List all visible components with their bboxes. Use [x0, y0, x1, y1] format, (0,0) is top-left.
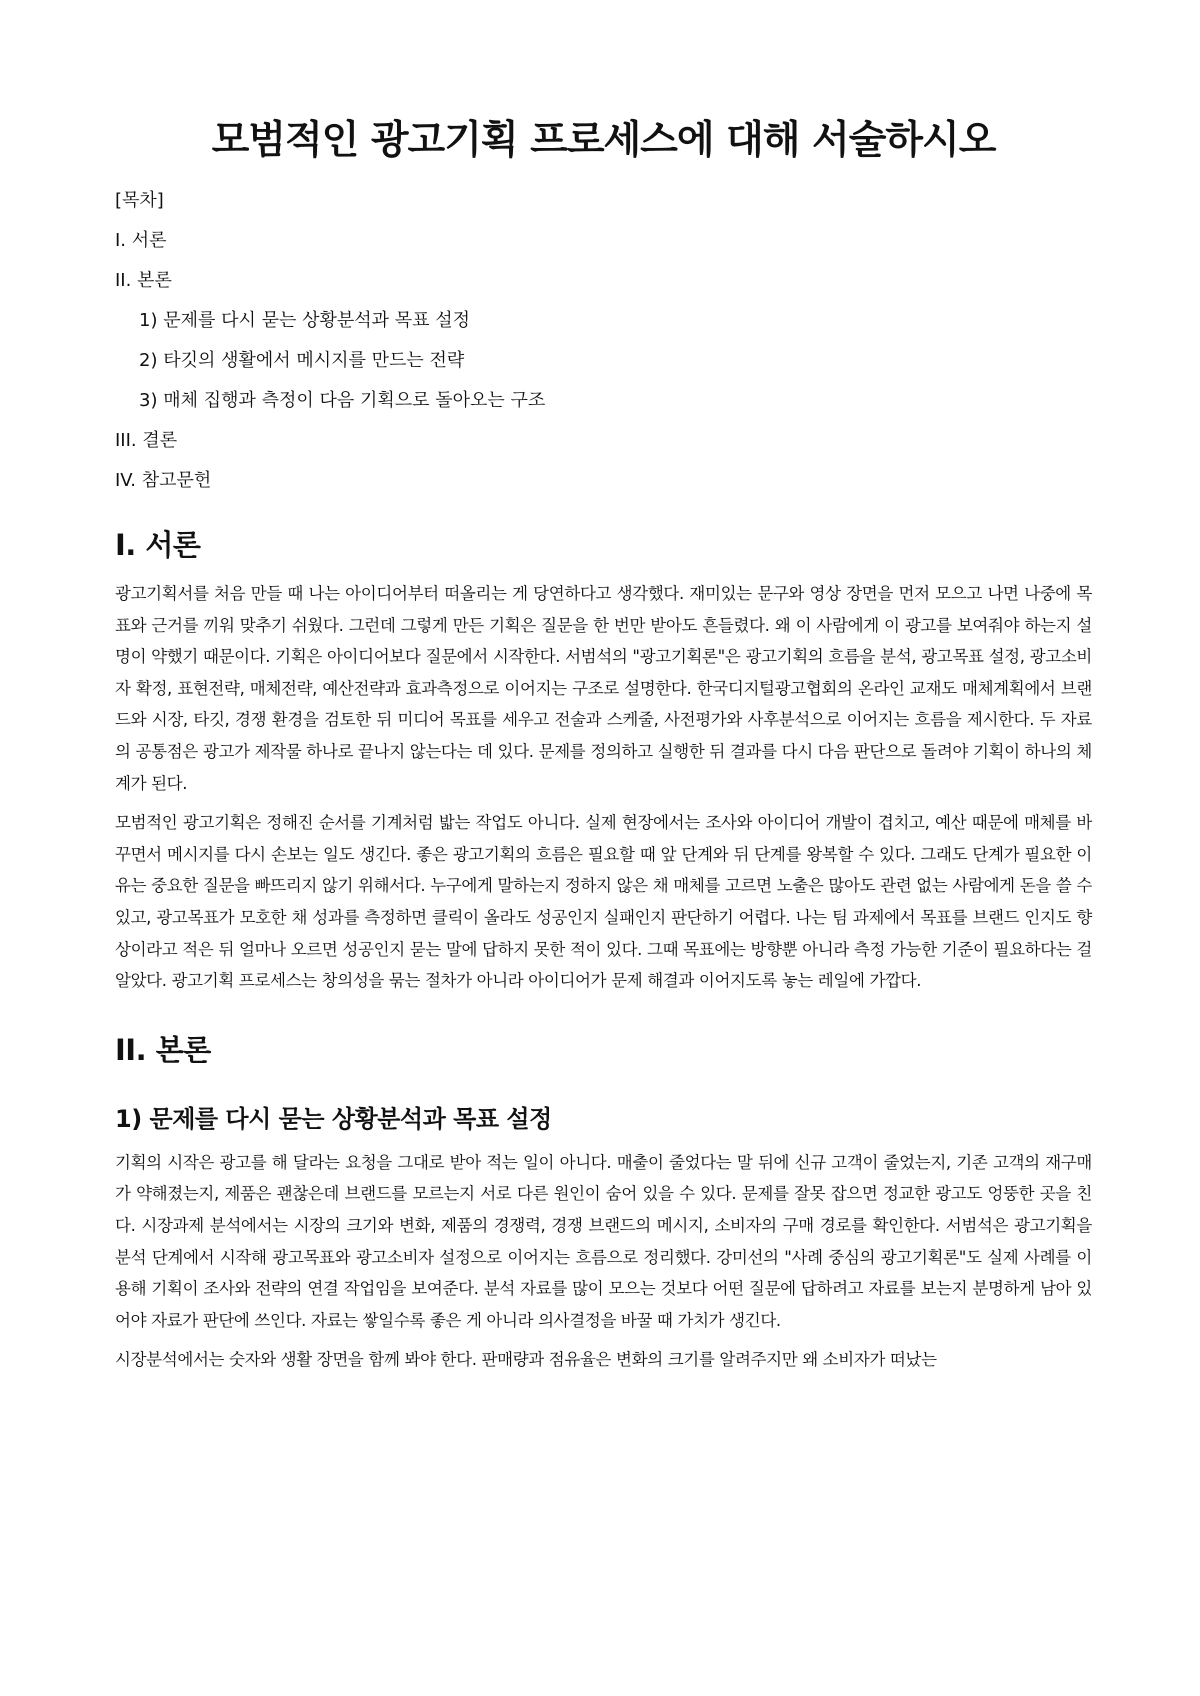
- toc-item-references: IV. 참고문헌: [115, 470, 212, 491]
- intro-heading: I. 서론: [115, 528, 201, 562]
- toc-item-body-section-3: 3) 매체 집행과 측정이 다음 기획으로 돌아오는 구조: [139, 390, 546, 411]
- toc-item-body-section-2: 2) 타깃의 생활에서 메시지를 만드는 전략: [139, 350, 465, 371]
- body-section: [115, 1031, 1092, 1376]
- toc-item-body-section-1: 1) 문제를 다시 묻는 상황분석과 목표 설정: [139, 310, 471, 331]
- toc-item-conclusion: III. 결론: [115, 430, 178, 451]
- body-section-1-paragraph-2: 시장분석에서는 숫자와 생활 장면을 함께 봐야 한다. 판매량과 점유율은 변화의 크기를 알려주지만 왜 소비자가 떠났는: [115, 1350, 937, 1370]
- document-title: 모범적인 광고기획 프로세스에 대해 서술하시오: [211, 118, 996, 163]
- intro-paragraph-2: 모범적인 광고기획은 정해진 순서를 기계처럼 밟는 작업도 아니다. 실제 현장에서는 조사와 아이디어 개발이 겹치고, 예산 때문에 매체를 바꾸면서 메시지를 다시 손보는 일도 생긴다. 좋은 광고기획의 흐름은 필요할 때 앞 단계와 뒤 단계를 왕복할 수 있다. 그래도 단계가 필요한 이유는 중요한 질문을 빠뜨리지 않기 위해서다. 누구에게 말하는지 정하지 않은 채 매체를 고르면 노출은 많아도 관련 없는 사람에게 돈을 쓸 수 있고, 광고목표가 모호한 채 성과를 측정하면 클릭이 올라도 성공인지 실패인지 판단하기 어렵다. 나는 팀 과제에서 목표를 브랜드 인지도 향상이라고 적은 뒤 얼마나 오르면 성공인지 묻는 말에 답하지 못한 적이 있다. 그때 목표에는 방향뿐 아니라 측정 가능한 기준이 필요하다는 걸 알았다. 광고기획 프로세스는 창의성을 묶는 절차가 아니라 아이디어가 문제 해결과 이어지도록 놓는 레일에 가깝다.: [115, 813, 1092, 991]
- intro-paragraph-1: 광고기획서를 처음 만들 때 나는 아이디어부터 떠올리는 게 당연하다고 생각했다. 재미있는 문구와 영상 장면을 먼저 모으고 나면 나중에 목표와 근거를 끼워 맞추기 쉬웠다. 그런데 그렇게 만든 기획은 질문을 한 번만 받아도 흔들렸다. 왜 이 사람에게 이 광고를 보여줘야 하는지 설명이 약했기 때문이다. 기획은 아이디어보다 질문에서 시작한다. 서범석의 "광고기획론"은 광고기획의 흐름을 분석, 광고목표 설정, 광고소비자 확정, 표현전략, 매체전략, 예산전략과 효과측정으로 이어지는 구조로 설명한다. 한국디지털광고협회의 온라인 교재도 매체계획에서 브랜드와 시장, 타깃, 경쟁 환경을 검토한 뒤 미디어 목표를 세우고 전술과 스케줄, 사전평가와 사후분석으로 이어지는 흐름을 제시한다. 두 자료의 공통점은 광고가 제작물 하나로 끝나지 않는다는 데 있다. 문제를 정의하고 실행한 뒤 결과를 다시 다음 판단으로 돌려야 기획이 하나의 체계가 된다.: [115, 584, 1092, 793]
- toc-heading: [목차]: [115, 190, 164, 211]
- toc-list: [115, 230, 1092, 492]
- body-section-1-paragraph-1: 기획의 시작은 광고를 해 달라는 요청을 그대로 받아 적는 일이 아니다. 매출이 줄었다는 말 뒤에 신규 고객이 줄었는지, 기존 고객의 재구매가 약해졌는지, 제품은 괜찮은데 브랜드를 모르는지 서로 다른 원인이 숨어 있을 수 있다. 문제를 잘못 잡으면 정교한 광고도 엉뚱한 곳을 친다. 시장과제 분석에서는 시장의 크기와 변화, 제품의 경쟁력, 경쟁 브랜드의 메시지, 소비자의 구매 경로를 확인한다. 서범석은 광고기획을 분석 단계에서 시작해 광고목표와 광고소비자 설정으로 이어지는 흐름으로 정리했다. 강미선의 "사례 중심의 광고기획론"도 실제 사례를 이용해 기획이 조사와 전략의 연결 작업임을 보여준다. 분석 자료를 많이 모으는 것보다 어떤 질문에 답하려고 자료를 보는지 분명하게 남아 있어야 자료가 판단에 쓰인다. 자료는 쌓일수록 좋은 게 아니라 의사결정을 바꿀 때 가치가 생긴다.: [115, 1152, 1092, 1330]
- body-heading: II. 본론: [115, 1032, 211, 1067]
- toc-item-intro: I. 서론: [115, 230, 167, 251]
- toc-item-body: II. 본론: [115, 270, 172, 291]
- intro-section: [115, 526, 1092, 997]
- body-section-1-heading: 1) 문제를 다시 묻는 상황분석과 목표 설정: [115, 1104, 552, 1133]
- table-of-contents: [115, 190, 1092, 492]
